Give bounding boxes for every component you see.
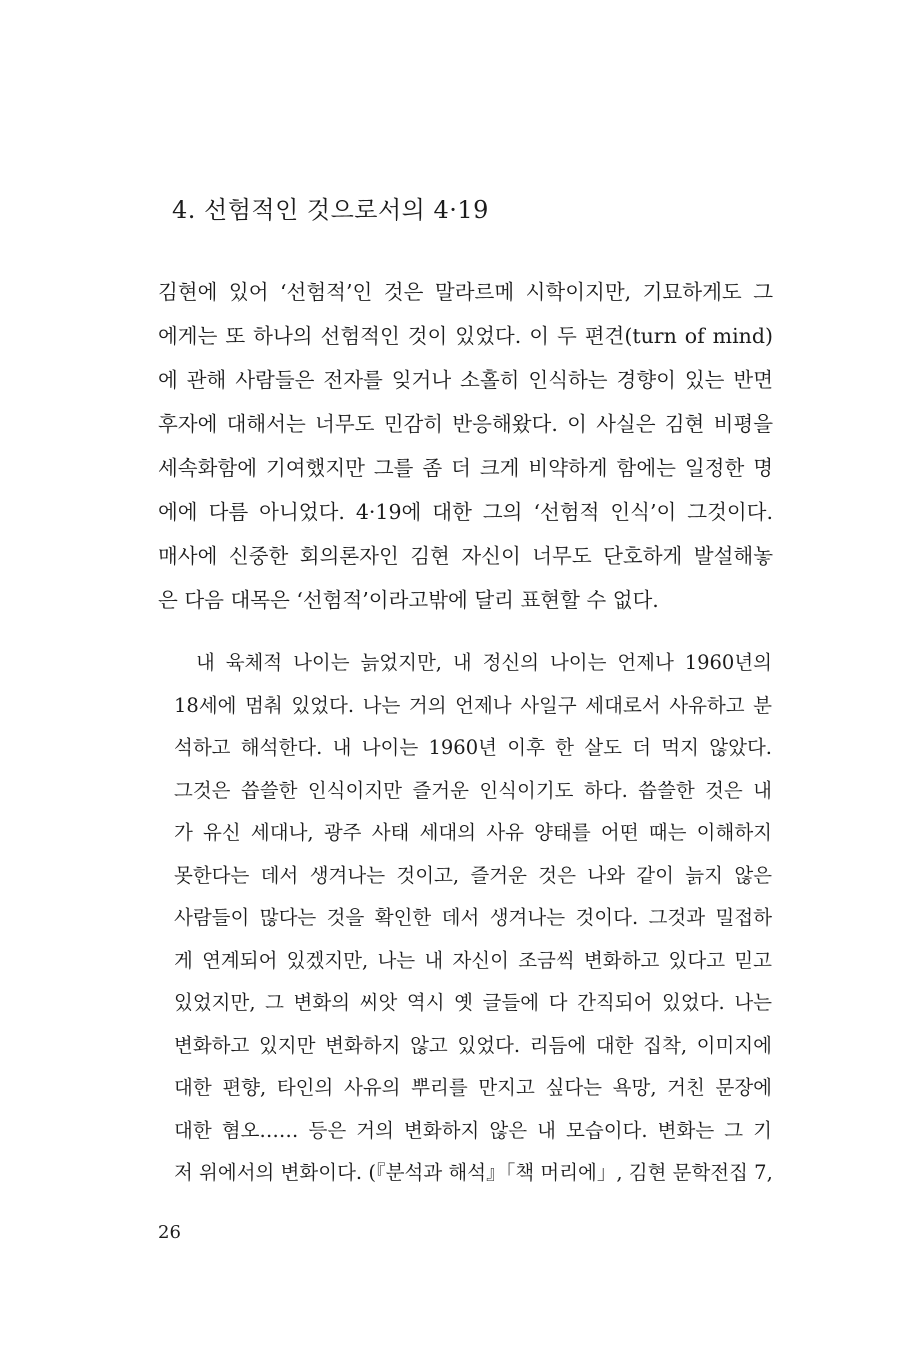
quote-line: 18세에 멈춰 있었다. 나는 거의 언제나 사일구 세대로서 사유하고 분 [174, 693, 772, 717]
quote-line: 내 육체적 나이는 늙었지만, 내 정신의 나이는 언제나 1960년의 [196, 651, 772, 674]
section-heading: 4. 선험적인 것으로서의 4·19 [172, 196, 489, 224]
quote-line: 그것은 씁쓸한 인식이지만 즐거운 인식이기도 하다. 씁쓸한 것은 내 [174, 778, 772, 802]
quote-line: 대한 편향, 타인의 사유의 뿌리를 만지고 싶다는 욕망, 거친 문장에 [174, 1076, 772, 1099]
body-line: 에에 다름 아니었다. 4·19에 대한 그의 ‘선험적 인식’이 그것이다. [158, 500, 773, 524]
body-line: 에 관해 사람들은 전자를 잊거나 소홀히 인식하는 경향이 있는 반면 [158, 368, 773, 392]
quote-line: 대한 혐오…… 등은 거의 변화하지 않은 내 모습이다. 변화는 그 기 [174, 1118, 772, 1142]
quote-line: 가 유신 세대나, 광주 사태 세대의 사유 양태를 어떤 때는 이해하지 [174, 821, 772, 844]
quote-line: 변화하고 있지만 변화하지 않고 있었다. 리듬에 대한 집착, 이미지에 [174, 1033, 772, 1057]
block-quote [174, 642, 772, 1195]
body-line: 세속화함에 기여했지만 그를 좀 더 크게 비약하게 함에는 일정한 명 [158, 456, 773, 480]
body-line: 매사에 신중한 회의론자인 김현 자신이 너무도 단호하게 발설해놓 [158, 544, 773, 568]
quote-line: 저 위에서의 변화이다. (『분석과 해석』「책 머리에」, 김현 문학전집 7, [174, 1161, 773, 1184]
body-line: 김현에 있어 ‘선험적’인 것은 말라르메 시학이지만, 기묘하게도 그 [158, 280, 773, 304]
quote-line: 게 연계되어 있겠지만, 나는 내 자신이 조금씩 변화하고 있다고 믿고 [174, 948, 772, 972]
quote-line: 사람들이 많다는 것을 확인한 데서 생겨나는 것이다. 그것과 밀접하 [174, 906, 772, 929]
quote-line: 있었지만, 그 변화의 씨앗 역시 옛 글들에 다 간직되어 있었다. 나는 [174, 991, 772, 1014]
quote-line: 석하고 해석한다. 내 나이는 1960년 이후 한 살도 더 먹지 않았다. [174, 736, 772, 759]
body-line: 후자에 대해서는 너무도 민감히 반응해왔다. 이 사실은 김현 비평을 [158, 412, 773, 436]
body-line: 은 다음 대목은 ‘선험적’이라고밖에 달리 표현할 수 없다. [158, 588, 659, 612]
body-paragraph [158, 270, 773, 622]
page-number: 26 [158, 1222, 181, 1243]
quote-line: 못한다는 데서 생겨나는 것이고, 즐거운 것은 나와 같이 늙지 않은 [174, 863, 772, 887]
body-line: 에게는 또 하나의 선험적인 것이 있었다. 이 두 편견(turn of mind) [158, 324, 773, 348]
